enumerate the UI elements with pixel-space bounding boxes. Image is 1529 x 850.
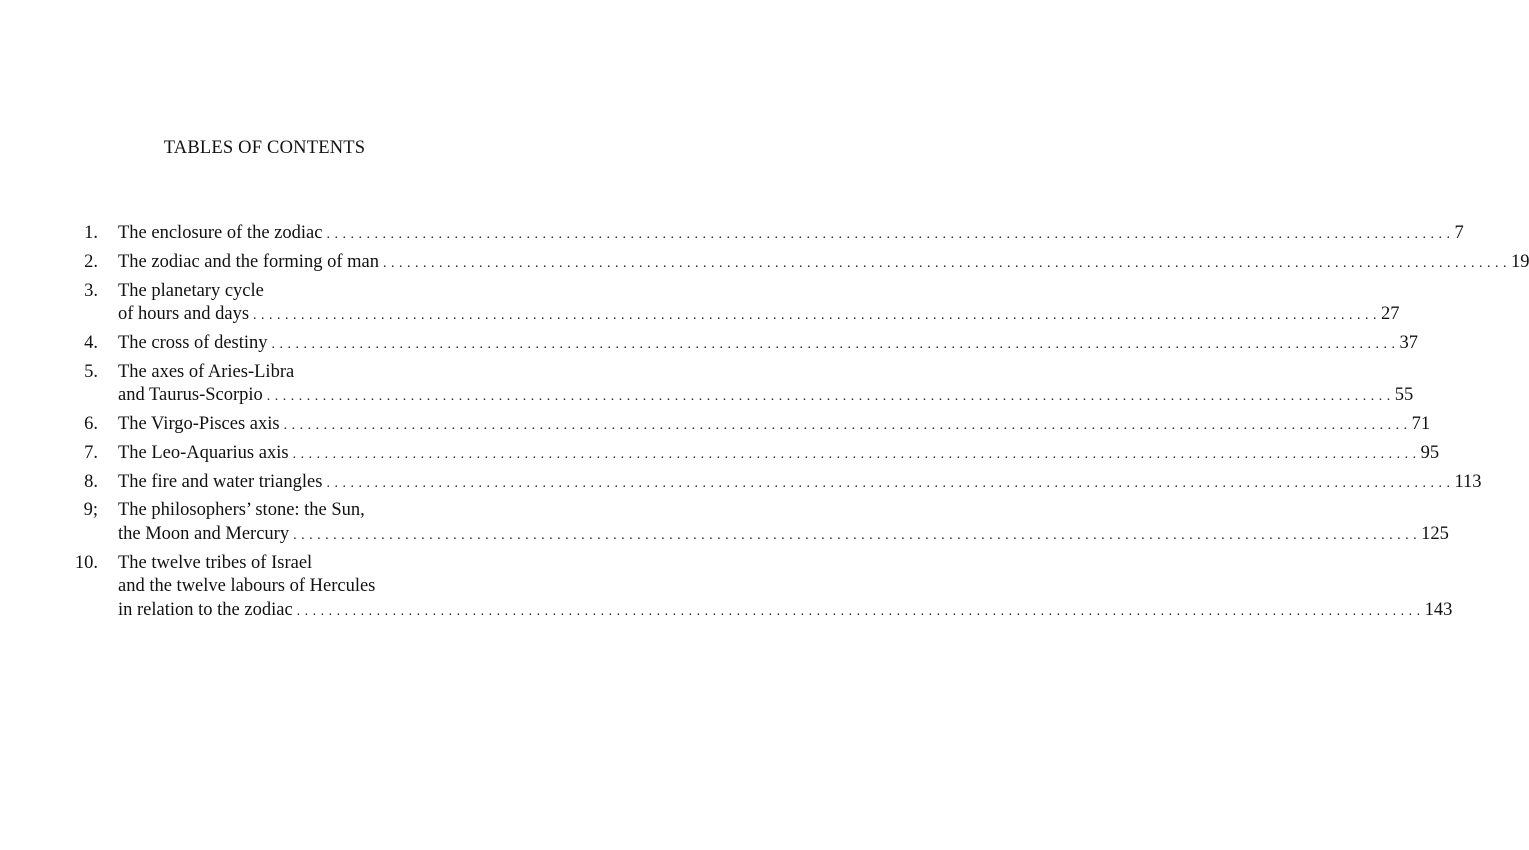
toc-entry-title-line: of hours and days: [118, 304, 250, 325]
toc-entry: [60, 552, 1453, 624]
toc-entry-final-line: [118, 303, 1400, 328]
toc-entry-title-line: The Virgo-Pisces axis: [118, 414, 280, 435]
toc-entry-final-line: [118, 222, 1464, 247]
toc-entry-title-line: and Taurus-Scorpio: [118, 385, 263, 406]
toc-entry-final-line: [118, 471, 1482, 496]
dot-leader: . . . . . . . . . . . . . . . . . . . . . . . . . . . . . . . . . . . . . . . . . . . . . . . . . . . . . . . . . . . . . . . . . . . . . . . . . . . . . . . . . . . . . . . . . . . . . . . . . . . . . . . . . . . . . . . . . . . . . . . . . . . . . . . . . . . . . . . . . . . . .: [266, 389, 1391, 405]
toc-entry-title-line: The Leo-Aquarius axis: [118, 442, 289, 463]
toc-entry-number: 9;: [83, 500, 98, 521]
dot-leader: . . . . . . . . . . . . . . . . . . . . . . . . . . . . . . . . . . . . . . . . . . . . . . . . . . . . . . . . . . . . . . . . . . . . . . . . . . . . . . . . . . . . . . . . . . . . . . . . . . . . . . . . . . . . . . . . . . . . . . . . . . . . . . . . . . . . . . . . . . . . .: [326, 475, 1451, 491]
toc-entry: [60, 361, 1414, 409]
toc-entry-body: [118, 413, 1431, 438]
toc-entry-page-number: 71: [1411, 414, 1431, 435]
toc-entry-title-line: the Moon and Mercury: [118, 524, 290, 545]
dot-leader: . . . . . . . . . . . . . . . . . . . . . . . . . . . . . . . . . . . . . . . . . . . . . . . . . . . . . . . . . . . . . . . . . . . . . . . . . . . . . . . . . . . . . . . . . . . . . . . . . . . . . . . . . . . . . . . . . . . . . . . . . . . . . . . . . . . . . . . . . . . . .: [271, 336, 1396, 352]
toc-entry-body: [118, 280, 1400, 328]
toc-entry-body: [118, 332, 1419, 357]
dot-leader: . . . . . . . . . . . . . . . . . . . . . . . . . . . . . . . . . . . . . . . . . . . . . . . . . . . . . . . . . . . . . . . . . . . . . . . . . . . . . . . . . . . . . . . . . . . . . . . . . . . . . . . . . . . . . . . . . . . . . . . . . . . . . . . . . . . . . . . . . . . . .: [283, 418, 1408, 434]
toc-entry-body: [118, 499, 1449, 547]
toc-entry-number: 6.: [84, 414, 98, 435]
toc-entry-title-line: The philosophers’ stone: the Sun,: [118, 500, 365, 521]
dot-leader: . . . . . . . . . . . . . . . . . . . . . . . . . . . . . . . . . . . . . . . . . . . . . . . . . . . . . . . . . . . . . . . . . . . . . . . . . . . . . . . . . . . . . . . . . . . . . . . . . . . . . . . . . . . . . . . . . . . . . . . . . . . . . . . . . . . . . . . . . . . . .: [253, 308, 1378, 324]
toc-entry: [60, 413, 1431, 438]
dot-leader: . . . . . . . . . . . . . . . . . . . . . . . . . . . . . . . . . . . . . . . . . . . . . . . . . . . . . . . . . . . . . . . . . . . . . . . . . . . . . . . . . . . . . . . . . . . . . . . . . . . . . . . . . . . . . . . . . . . . . . . . . . . . . . . . . . . . . . . . . . . . .: [292, 446, 1417, 462]
toc-entry-page-number: 95: [1420, 442, 1440, 463]
toc-entry-final-line: [118, 599, 1453, 624]
toc-entry-final-line: [118, 523, 1449, 548]
toc-entry-final-line: [118, 332, 1419, 357]
toc-entry-body: [118, 361, 1414, 409]
toc-entry-page-number: 143: [1424, 600, 1453, 620]
toc-entry: [60, 332, 1419, 357]
toc-entry-page-number: 7: [1454, 223, 1464, 243]
toc-entry-number: 8.: [84, 471, 98, 492]
toc-entry-final-line: [118, 251, 1529, 276]
toc-entry-final-line: [118, 384, 1414, 409]
toc-entry-page-number: 37: [1399, 332, 1419, 353]
toc-entry-page-number: 125: [1421, 524, 1449, 545]
toc-entry-title-line: The cross of destiny: [118, 332, 268, 353]
toc-entry-body: [118, 222, 1464, 247]
toc-entry-title-line: The zodiac and the forming of man: [118, 251, 379, 272]
page-title: TABLES OF CONTENTS: [163, 138, 366, 158]
toc-entry-body: [118, 471, 1482, 496]
toc-entry: [60, 442, 1440, 467]
toc-entry-number: 4.: [84, 332, 98, 353]
toc-entry-final-line: [118, 413, 1431, 438]
toc-entry-number: 1.: [84, 223, 98, 243]
toc-entry: [60, 471, 1482, 496]
toc-entry-title-line: The enclosure of the zodiac: [118, 223, 323, 243]
dot-leader: . . . . . . . . . . . . . . . . . . . . . . . . . . . . . . . . . . . . . . . . . . . . . . . . . . . . . . . . . . . . . . . . . . . . . . . . . . . . . . . . . . . . . . . . . . . . . . . . . . . . . . . . . . . . . . . . . . . . . . . . . . . . . . . . . . . . . . . . . . . . .: [293, 528, 1418, 544]
toc-entry-title-line: The planetary cycle: [118, 280, 264, 301]
toc-entry: [60, 499, 1449, 547]
toc-entry-page-number: 27: [1381, 304, 1400, 325]
table-of-contents: [60, 222, 1529, 628]
dot-leader: . . . . . . . . . . . . . . . . . . . . . . . . . . . . . . . . . . . . . . . . . . . . . . . . . . . . . . . . . . . . . . . . . . . . . . . . . . . . . . . . . . . . . . . . . . . . . . . . . . . . . . . . . . . . . . . . . . . . . . . . . . . . . . . . . . . . . . . . . . . . .: [382, 255, 1507, 271]
toc-entry: [60, 280, 1400, 328]
dot-leader: . . . . . . . . . . . . . . . . . . . . . . . . . . . . . . . . . . . . . . . . . . . . . . . . . . . . . . . . . . . . . . . . . . . . . . . . . . . . . . . . . . . . . . . . . . . . . . . . . . . . . . . . . . . . . . . . . . . . . . . . . . . . . . . . . . . . . . . . . . . . .: [326, 227, 1451, 242]
toc-entry-title-line: The twelve tribes of Israel: [118, 552, 313, 573]
toc-entry-page-number: 113: [1454, 471, 1482, 492]
toc-entry-title-line: and the twelve labours of Hercules: [118, 576, 376, 597]
toc-entry-title-line: in relation to the zodiac: [118, 600, 293, 620]
toc-entry-title-line: The axes of Aries-Libra: [118, 361, 295, 382]
toc-entry-number: 2.: [84, 251, 98, 272]
toc-entry-page-number: 55: [1394, 385, 1414, 406]
toc-entry: [60, 222, 1464, 247]
dot-leader: . . . . . . . . . . . . . . . . . . . . . . . . . . . . . . . . . . . . . . . . . . . . . . . . . . . . . . . . . . . . . . . . . . . . . . . . . . . . . . . . . . . . . . . . . . . . . . . . . . . . . . . . . . . . . . . . . . . . . . . . . . . . . . . . . . . . . . . . . . . . .: [296, 604, 1421, 619]
toc-entry-number: 10.: [74, 552, 98, 573]
toc-entry-number: 3.: [84, 280, 98, 301]
toc-entry-page-number: 19: [1510, 251, 1529, 272]
toc-entry-number: 7.: [84, 442, 98, 463]
toc-entry-body: [118, 442, 1440, 467]
toc-entry-title-line: The fire and water triangles: [118, 471, 323, 492]
toc-entry-body: [118, 251, 1529, 276]
toc-entry-body: [118, 552, 1453, 624]
toc-entry-final-line: [118, 442, 1440, 467]
toc-entry-number: 5.: [84, 361, 98, 382]
toc-entry: [60, 251, 1529, 276]
